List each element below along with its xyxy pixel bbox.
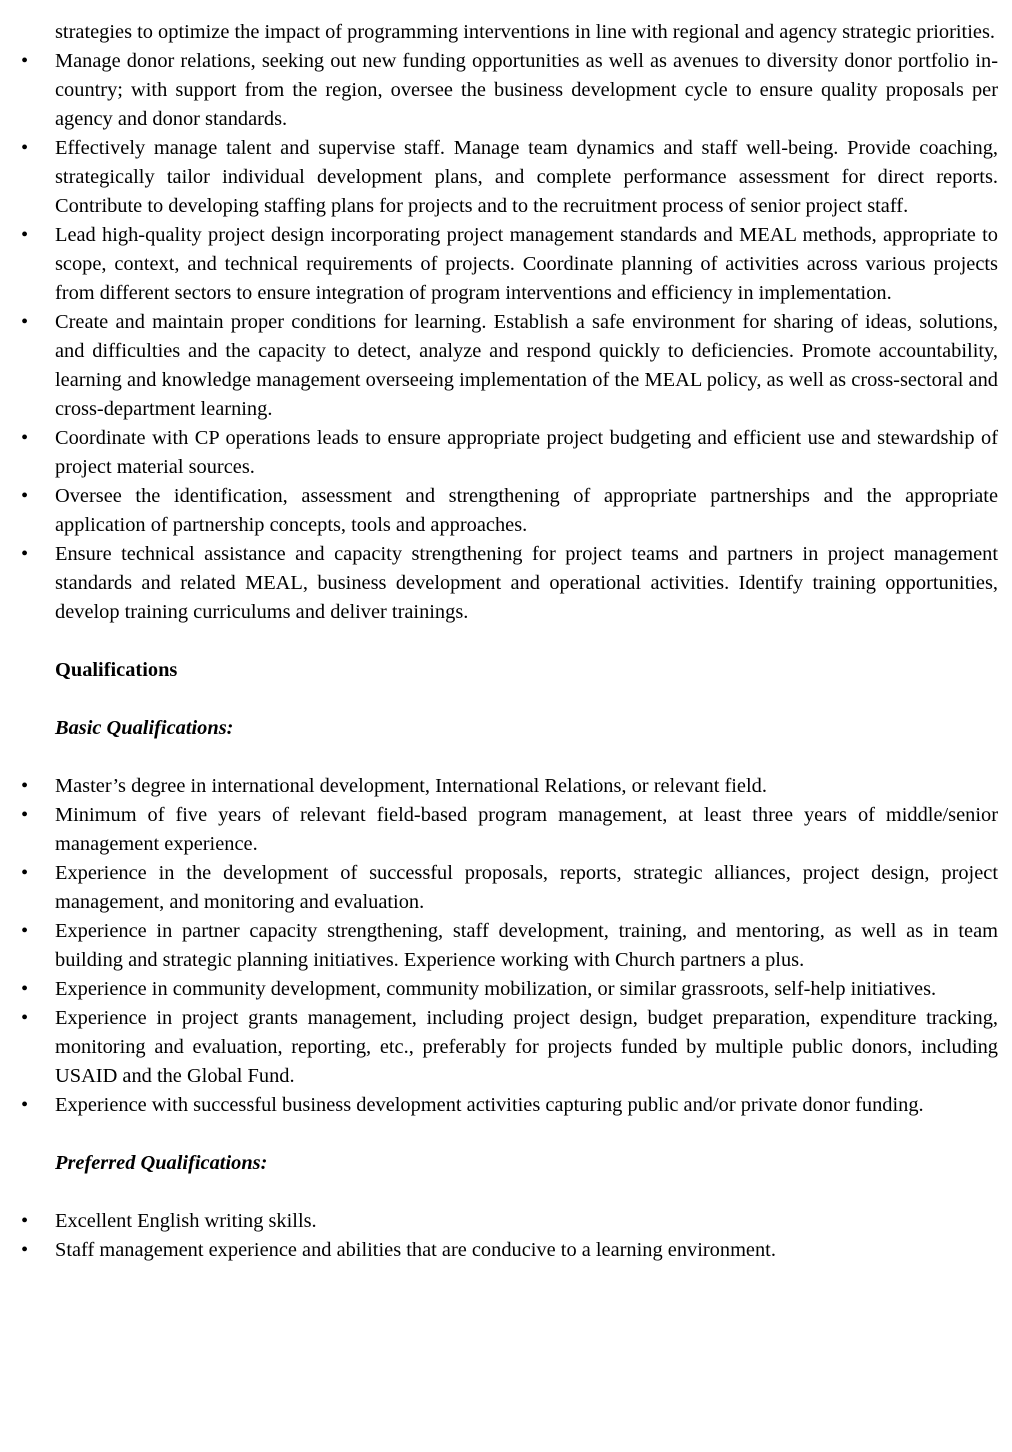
bullet-icon: • — [21, 485, 29, 507]
bullet-icon: • — [21, 137, 29, 159]
blank-line — [14, 627, 998, 656]
list-item-text: Coordinate with CP operations leads to ensure appropriate project budgeting and efficient use and stewardship of project material sources. — [55, 427, 998, 478]
list-item-text: Effectively manage talent and supervise staff. Manage team dynamics and staff well-being. Provide coaching, strategically tailor individual development plans, and complete performance assessment for direct reports. Contribute to developing staffing plans for projects and to the recruitment process of senior project staff. — [55, 137, 998, 217]
bullet-icon: • — [21, 1239, 29, 1261]
bullet-icon: • — [21, 543, 29, 565]
bullet-icon: • — [21, 50, 29, 72]
bullet-icon: • — [21, 920, 29, 942]
document-body — [14, 18, 998, 1265]
list-item — [21, 1207, 998, 1236]
preferred-qualifications-list — [14, 1207, 998, 1265]
bullet-icon: • — [21, 978, 29, 1000]
list-item — [21, 47, 998, 134]
list-item — [21, 1004, 998, 1091]
list-item — [21, 424, 998, 482]
list-item — [21, 801, 998, 859]
list-item — [21, 134, 998, 221]
basic-qualifications-list — [14, 772, 998, 1120]
blank-line — [14, 743, 998, 772]
list-item-text: Experience with successful business development activities capturing public and/or private donor funding. — [55, 1094, 924, 1116]
list-item-text: Excellent English writing skills. — [55, 1210, 317, 1232]
bullet-icon: • — [21, 1007, 29, 1029]
list-item-text: Experience in partner capacity strengthening, staff development, training, and mentoring, as well as in team building and strategic planning initiatives. Experience working with Church partners a plus. — [55, 920, 998, 971]
list-item-text: Lead high-quality project design incorporating project management standards and MEAL methods, appropriate to scope, context, and technical requirements of projects. Coordinate planning of activities across various projects from different sectors to ensure integration of program interventions and efficiency in implementation. — [55, 224, 998, 304]
list-item-text: Master’s degree in international development, International Relations, or relevant field. — [55, 775, 767, 797]
list-item-text: Experience in the development of successful proposals, reports, strategic alliances, project design, project management, and monitoring and evaluation. — [55, 862, 998, 913]
continuation-paragraph: strategies to optimize the impact of programming interventions in line with regional and agency strategic priorities. — [55, 21, 995, 43]
basic-qualifications-heading: Basic Qualifications: — [55, 717, 234, 739]
bullet-icon: • — [21, 775, 29, 797]
bullet-icon: • — [21, 862, 29, 884]
blank-line — [14, 1178, 998, 1207]
bullet-icon: • — [21, 224, 29, 246]
list-item-text: Staff management experience and abilities that are conducive to a learning environment. — [55, 1239, 776, 1261]
list-item — [21, 221, 998, 308]
list-item-text: Create and maintain proper conditions for learning. Establish a safe environment for sharing of ideas, solutions, and difficulties and the capacity to detect, analyze and respond quickly to deficiencies. Promote accountability, learning and knowledge management overseeing implementation of the MEAL policy, as well as cross-sectoral and cross-department learning. — [55, 311, 998, 420]
bullet-icon: • — [21, 427, 29, 449]
list-item-text: Ensure technical assistance and capacity strengthening for project teams and partners in project management standards and related MEAL, business development and operational activities. Identify training opportunities, develop training curriculums and deliver trainings. — [55, 543, 998, 623]
responsibilities-list — [14, 47, 998, 627]
list-item-text: Manage donor relations, seeking out new funding opportunities as well as avenues to diversity donor portfolio in-country; with support from the region, oversee the business development cycle to ensure quality proposals per agency and donor standards. — [55, 50, 998, 130]
list-item-text: Oversee the identification, assessment and strengthening of appropriate partnerships and the appropriate application of partnership concepts, tools and approaches. — [55, 485, 998, 536]
list-item-text: Experience in community development, community mobilization, or similar grassroots, self-help initiatives. — [55, 978, 937, 1000]
list-item-text: Minimum of five years of relevant field-based program management, at least three years of middle/senior management experience. — [55, 804, 998, 855]
qualifications-heading: Qualifications — [55, 659, 178, 681]
blank-line — [14, 1120, 998, 1149]
blank-line — [14, 685, 998, 714]
list-item — [21, 975, 998, 1004]
bullet-icon: • — [21, 1094, 29, 1116]
list-item — [21, 1236, 998, 1265]
list-item — [21, 1091, 998, 1120]
bullet-icon: • — [21, 804, 29, 826]
list-item — [21, 482, 998, 540]
list-item — [21, 308, 998, 424]
list-item — [21, 772, 998, 801]
list-item — [21, 540, 998, 627]
bullet-icon: • — [21, 311, 29, 333]
list-item — [21, 859, 998, 917]
preferred-qualifications-heading: Preferred Qualifications: — [55, 1152, 268, 1174]
list-item-text: Experience in project grants management, including project design, budget preparation, expenditure tracking, monitoring and evaluation, reporting, etc., preferably for projects funded by multiple public donors, including USAID and the Global Fund. — [55, 1007, 998, 1087]
bullet-icon: • — [21, 1210, 29, 1232]
list-item — [21, 917, 998, 975]
